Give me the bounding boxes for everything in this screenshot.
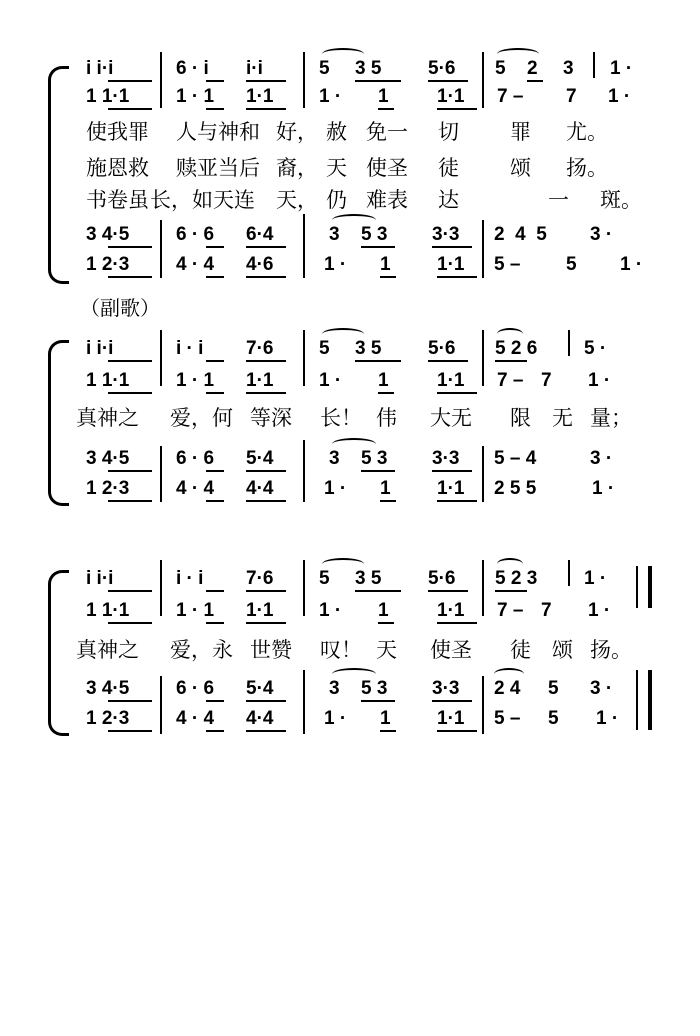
underline <box>206 276 224 278</box>
note-group: 4·4 <box>246 478 274 499</box>
underline <box>437 500 477 502</box>
underline <box>380 500 396 502</box>
note-group: 5·6 <box>428 568 456 589</box>
underline <box>108 470 152 472</box>
note-group: 2 <box>527 58 538 79</box>
lyric-word: 真神之 <box>76 638 139 662</box>
lyric-word: 一 <box>548 188 569 212</box>
note-group: 5·4 <box>246 678 274 699</box>
note-group: 1 2·3 <box>86 254 130 275</box>
underline <box>495 590 527 592</box>
lyric-word: 颂 <box>510 156 531 180</box>
underline <box>437 276 477 278</box>
note-group: 1 1·1 <box>86 600 130 621</box>
tie-mark <box>332 668 376 680</box>
underline <box>108 392 152 394</box>
note-group: 1·1 <box>437 600 465 621</box>
note-group: 2 4 <box>494 678 521 699</box>
note-group: 5 <box>566 254 577 275</box>
note-group: 1·1 <box>246 600 274 621</box>
note-group: 6 · i <box>176 58 209 79</box>
note-group: 5 – <box>494 254 521 275</box>
bass-line <box>0 478 700 500</box>
lyric-word: 尤。 <box>566 120 608 144</box>
lyric-line-1 <box>0 636 700 664</box>
underline <box>437 392 477 394</box>
note-group: 1·1 <box>437 708 465 729</box>
lyric-word: 天 <box>326 156 347 180</box>
underline <box>361 700 395 702</box>
underline <box>361 246 395 248</box>
note-group: 1 · <box>319 86 342 107</box>
underline <box>246 500 286 502</box>
note-group: 3 <box>329 678 340 699</box>
underline <box>108 276 152 278</box>
underline <box>246 360 286 362</box>
note-group: i·i <box>246 58 263 79</box>
lyric-word: 真神之 <box>76 406 139 430</box>
lyric-word: 施恩救 <box>86 156 149 180</box>
note-group: 5 <box>548 708 559 729</box>
underline <box>108 360 152 362</box>
lyric-word: 使圣 <box>366 156 408 180</box>
note-group: 5 3 <box>361 448 388 469</box>
underline <box>246 470 286 472</box>
note-group: 1 · <box>324 478 347 499</box>
note-group: 4 · 4 <box>176 478 215 499</box>
underline <box>206 700 224 702</box>
note-group: i · i <box>176 568 204 589</box>
lyric-word: 世赞 <box>250 638 292 662</box>
note-group: 2 4 5 <box>494 224 547 245</box>
underline <box>380 730 396 732</box>
underline <box>428 360 468 362</box>
lyric-word: 等深 <box>250 406 292 430</box>
lyric-word: 使我罪 <box>86 120 149 144</box>
lyric-word: 难表 <box>366 188 408 212</box>
underline <box>428 590 468 592</box>
note-group: 7·6 <box>246 338 274 359</box>
note-group: i · i <box>176 338 204 359</box>
tie-mark <box>332 214 376 226</box>
underline <box>246 622 286 624</box>
lyric-word: 叹！ <box>320 638 362 662</box>
underline <box>437 730 477 732</box>
underline <box>527 80 543 82</box>
underline <box>108 590 152 592</box>
tie-mark <box>497 48 539 60</box>
underline <box>246 730 286 732</box>
note-group: 3 5 <box>355 568 382 589</box>
lyric-word: 斑。 <box>600 188 642 212</box>
underline <box>355 80 401 82</box>
underline <box>206 500 224 502</box>
underline <box>432 246 472 248</box>
lyric-word: 赎亚当后 <box>176 156 260 180</box>
note-group: 3 · <box>590 678 613 699</box>
note-group: 1 <box>378 370 389 391</box>
underline <box>355 360 401 362</box>
tie-mark <box>322 48 364 60</box>
note-group: 7 <box>541 370 552 391</box>
note-group: 7 – <box>497 370 524 391</box>
note-group: 7 – <box>497 600 524 621</box>
note-group: 6·4 <box>246 224 274 245</box>
lyric-word: 伟 <box>376 406 397 430</box>
note-group: 5·6 <box>428 338 456 359</box>
note-group: 1 <box>380 478 391 499</box>
underline <box>108 700 152 702</box>
underline <box>378 108 394 110</box>
note-group: 3 · <box>590 224 613 245</box>
alto-line <box>0 370 700 392</box>
note-group: 7 <box>566 86 577 107</box>
lyric-line-1 <box>0 404 700 432</box>
note-group: 3 · <box>590 448 613 469</box>
note-group: 2 5 5 <box>494 478 537 499</box>
underline <box>378 622 394 624</box>
lyric-word: 好， <box>276 120 318 144</box>
note-group: 1 · 1 <box>176 86 215 107</box>
note-group: 7·6 <box>246 568 274 589</box>
underline <box>246 108 286 110</box>
note-group: 5 <box>495 58 506 79</box>
note-group: 4 · 4 <box>176 708 215 729</box>
note-group: 1 · 1 <box>176 370 215 391</box>
note-group: 5 <box>319 58 330 79</box>
lyric-word: 爱，永 <box>170 638 233 662</box>
note-group: 1 <box>380 708 391 729</box>
lyric-word: 裔， <box>276 156 318 180</box>
lyric-word: 大无 <box>430 406 472 430</box>
note-group: 5·6 <box>428 58 456 79</box>
underline <box>495 360 527 362</box>
note-group: 1 · <box>592 478 615 499</box>
note-group: 3 <box>329 448 340 469</box>
note-group: 1 · <box>324 254 347 275</box>
underline <box>206 470 224 472</box>
lyric-word: 书卷虽 <box>86 188 149 212</box>
note-group: 1 · <box>596 708 619 729</box>
note-group: 6 · 6 <box>176 224 215 245</box>
note-group: 6 · 6 <box>176 448 215 469</box>
tie-mark <box>322 558 364 570</box>
underline <box>206 590 224 592</box>
note-group: 1 · <box>588 600 611 621</box>
note-group: 5 – <box>494 708 521 729</box>
soprano-line <box>0 568 700 590</box>
underline <box>206 730 224 732</box>
note-group: 1 1·1 <box>86 86 130 107</box>
note-group: 1 <box>378 600 389 621</box>
underline <box>206 360 224 362</box>
underline <box>246 80 286 82</box>
underline <box>246 392 286 394</box>
chorus-label: （副歌） <box>80 296 160 320</box>
note-group: 3 5 <box>355 338 382 359</box>
note-group: 7 – <box>497 86 524 107</box>
lyric-word: 颂 <box>552 638 573 662</box>
underline <box>108 246 152 248</box>
alto-line <box>0 600 700 622</box>
note-group: 1 · <box>324 708 347 729</box>
lyric-word: 罪 <box>510 120 531 144</box>
note-group: i i·i <box>86 568 114 589</box>
underline <box>108 500 152 502</box>
note-group: 3 <box>563 58 574 79</box>
lyric-word: 人与神和 <box>176 120 260 144</box>
note-group: 1 <box>378 86 389 107</box>
note-group: 1·1 <box>437 370 465 391</box>
tie-mark <box>497 558 523 570</box>
note-group: 1 1·1 <box>86 370 130 391</box>
lyric-word: 赦 <box>326 120 347 144</box>
lyric-word: 切 <box>438 120 459 144</box>
lyric-word: 天 <box>376 638 397 662</box>
note-group: 3 <box>329 224 340 245</box>
underline <box>380 276 396 278</box>
lyric-line-3 <box>0 186 700 214</box>
underline <box>108 80 152 82</box>
note-group: i i·i <box>86 338 114 359</box>
underline <box>246 700 286 702</box>
lyric-line-1 <box>0 118 700 146</box>
note-group: 5 · <box>584 338 607 359</box>
underline <box>355 590 401 592</box>
lyric-word: 无 <box>552 406 573 430</box>
note-group: 4·6 <box>246 254 274 275</box>
lyric-word: 长，如天连 <box>150 188 255 212</box>
lyric-word: 长！ <box>320 406 362 430</box>
note-group: 5 <box>548 678 559 699</box>
note-group: 1 · <box>620 254 643 275</box>
soprano-line <box>0 338 700 360</box>
note-group: 1·1 <box>246 370 274 391</box>
lyric-word: 免一 <box>366 120 408 144</box>
note-group: 1 · <box>588 370 611 391</box>
lyric-word: 仍 <box>326 188 347 212</box>
lyric-line-2 <box>0 154 700 182</box>
note-group: 1·1 <box>437 86 465 107</box>
alto-line <box>0 86 700 108</box>
note-group: 3·3 <box>432 448 460 469</box>
note-group: 1 · <box>319 600 342 621</box>
underline <box>437 108 477 110</box>
note-group: 7 <box>541 600 552 621</box>
lyric-word: 使圣 <box>430 638 472 662</box>
lyric-word: 量； <box>590 406 632 430</box>
note-group: 5 2 3 <box>495 568 538 589</box>
underline <box>246 590 286 592</box>
underline <box>206 246 224 248</box>
underline <box>378 392 394 394</box>
note-group: 1·1 <box>437 254 465 275</box>
note-group: 3 5 <box>355 58 382 79</box>
note-group: i i·i <box>86 58 114 79</box>
note-group: 4 · 4 <box>176 254 215 275</box>
underline <box>108 730 152 732</box>
underline <box>246 276 286 278</box>
underline <box>206 392 224 394</box>
note-group: 3 4·5 <box>86 448 130 469</box>
lyric-word: 爱，何 <box>170 406 233 430</box>
note-group: 5·4 <box>246 448 274 469</box>
lyric-word: 徒 <box>438 156 459 180</box>
note-group: 1 <box>380 254 391 275</box>
note-group: 1 · <box>608 86 631 107</box>
tenor-line <box>0 448 700 470</box>
note-group: 5 <box>319 568 330 589</box>
note-group: 5 3 <box>361 678 388 699</box>
note-group: 6 · 6 <box>176 678 215 699</box>
underline <box>206 108 224 110</box>
underline <box>206 622 224 624</box>
tie-mark <box>322 328 364 340</box>
lyric-word: 徒 <box>510 638 531 662</box>
underline <box>437 622 477 624</box>
note-group: 3·3 <box>432 224 460 245</box>
note-group: 5 – 4 <box>494 448 537 469</box>
tenor-line <box>0 224 700 246</box>
underline <box>108 108 152 110</box>
soprano-line <box>0 58 700 80</box>
note-group: 1 · <box>610 58 633 79</box>
underline <box>206 80 224 82</box>
note-group: 3·3 <box>432 678 460 699</box>
note-group: 1 2·3 <box>86 478 130 499</box>
note-group: 1·1 <box>437 478 465 499</box>
note-group: 1·1 <box>246 86 274 107</box>
note-group: 1 · <box>584 568 607 589</box>
note-group: 1 2·3 <box>86 708 130 729</box>
lyric-word: 扬。 <box>566 156 608 180</box>
note-group: 5 <box>319 338 330 359</box>
underline <box>246 246 286 248</box>
underline <box>108 622 152 624</box>
note-group: 3 4·5 <box>86 224 130 245</box>
underline <box>428 80 468 82</box>
underline <box>361 470 395 472</box>
lyric-word: 扬。 <box>590 638 632 662</box>
tie-mark <box>494 668 524 680</box>
note-group: 3 4·5 <box>86 678 130 699</box>
lyric-word: 达 <box>438 188 459 212</box>
bass-line <box>0 708 700 730</box>
note-group: 1 · <box>319 370 342 391</box>
note-group: 5 2 6 <box>495 338 538 359</box>
tenor-line <box>0 678 700 700</box>
lyric-word: 限 <box>510 406 531 430</box>
bass-line <box>0 254 700 276</box>
tie-mark <box>497 328 523 340</box>
note-group: 5 3 <box>361 224 388 245</box>
note-group: 4·4 <box>246 708 274 729</box>
lyric-word: 天， <box>276 188 318 212</box>
tie-mark <box>332 438 376 450</box>
underline <box>432 470 472 472</box>
underline <box>432 700 472 702</box>
note-group: 1 · 1 <box>176 600 215 621</box>
